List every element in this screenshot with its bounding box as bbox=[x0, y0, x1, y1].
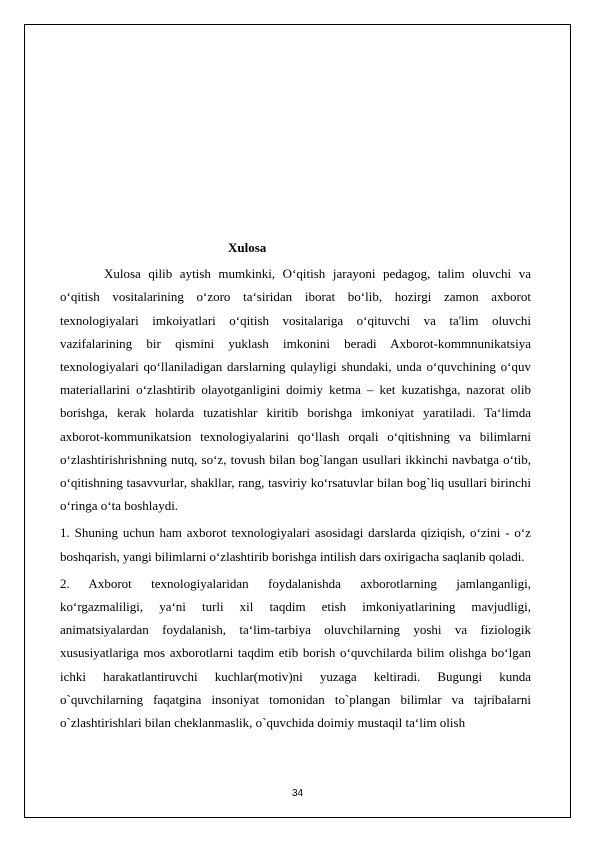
numbered-paragraph-1: 1. Shuning uchun ham axborot texnologiyalari asosidagi darslarda qiziqish, o‘zini - o‘z boshqarish, yangi bilimlarni o‘zlashtirib borishga intilish dars oxirigacha saqlanib qoladi. bbox=[60, 525, 531, 564]
intro-paragraph: Xulosa qilib aytish mumkinki, O‘qitish jarayoni pedagog, talim oluvchi va o‘qitish vositalarining o‘zoro ta‘siridan iborat bo‘lib, hozirgi zamon axborot texnologiyalari imkoiyatlari o‘qitish vositalariga o‘qituvchi va ta'lim oluvchi vazifalarining bir qismini yuklash imkonini beradi Axborot-kommnunikatsiya texnologiyalari qo‘llaniladigan darslarning qulayligi shundaki, unda o‘quvchining o‘quv materiallarini o‘zlashtirib olayotganligini doimiy ketma – ket kuzatishga, nazorat olib borishga, kerak holarda tuzatishlar kiritib borishga imkoniyat yaratiladi. Ta‘limda axborot-kommunikatsion texnologiyalarini qo‘llash orqali o‘qitishning va bilimlarni o‘zlashtirishrishning nutq, so‘z, tovush bilan bog`langan usullari ikkinchi navbatga o‘tib, o‘qitishning tasavvurlar, shakllar, rang, tasviriy ko‘rsatuvlar bilan bog`liq usullari birinchi o‘ringa o‘ta boshlaydi. bbox=[60, 266, 531, 514]
numbered-paragraph-2: 2. Axborot texnologiyalaridan foydalanishda axborotlarning jamlanganligi, ko‘rgazmaliligi, ya‘ni turli xil taqdim etish imkoniyatlarining mavjudligi, animatsiyalardan foydalanish, ta‘lim-tarbiya oluvchilarning yoshi va fiziologik xususiyatlariga mos axborotlarni taqdim etib borish o‘quvchilarda bilim olishga bo‘lgan ichki harakatlantiruvchi kuchlar(motiv)ni yuzaga keltiradi. Bugungi kunda o`quvchilarning faqatgina insoniyat tomonidan to`plangan bilimlar va tajribalarni o`zlashtirishlari bilan cheklanmaslik, o`quvchida doimiy mustaqil ta‘lim olish bbox=[60, 575, 531, 731]
page-number: 34 bbox=[291, 788, 304, 799]
section-heading: Xulosa bbox=[228, 240, 267, 255]
document-body bbox=[60, 236, 531, 734]
